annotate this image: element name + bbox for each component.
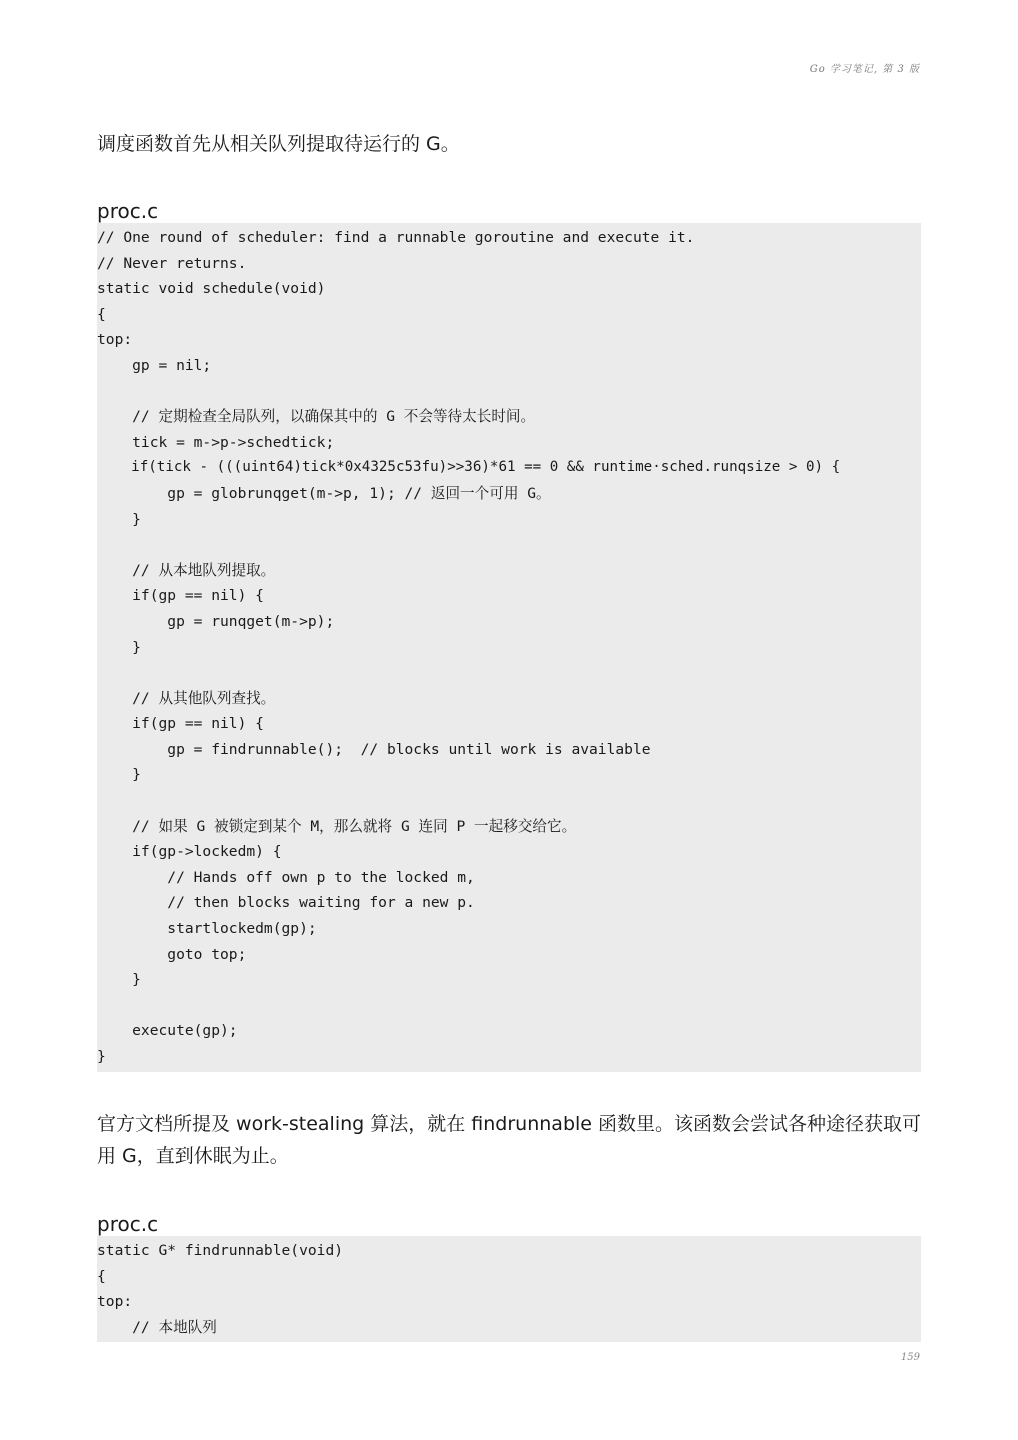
- code-line: {: [97, 305, 106, 323]
- code-line: [97, 788, 921, 814]
- code-line: static G* findrunnable(void): [97, 1242, 344, 1259]
- code-line: startlockedm(gp);: [97, 920, 317, 938]
- code-line: }: [97, 510, 141, 528]
- code-line: // 本地队列: [97, 1318, 217, 1336]
- code-line: // Never returns.: [97, 254, 247, 272]
- code-line: [97, 532, 921, 558]
- code-line: gp = nil;: [97, 356, 212, 374]
- code-line: [97, 660, 921, 686]
- listing-1-file-label: proc.c: [97, 199, 159, 223]
- code-line: gp = runqget(m->p);: [97, 612, 335, 630]
- code-line: gp = findrunnable(); // blocks until work is available: [97, 740, 651, 758]
- code-listing-schedule: [97, 223, 921, 1072]
- listing-2-file-label: proc.c: [97, 1212, 159, 1236]
- code-line: [97, 993, 921, 1019]
- code-line: tick = m->p->schedtick;: [97, 433, 335, 451]
- page-number: 159: [900, 1352, 920, 1363]
- intro-paragraph: 调度函数首先从相关队列提取待运行的 G。: [97, 133, 460, 155]
- code-line: if(gp == nil) {: [97, 715, 264, 733]
- code-line: if(tick - (((uint64)tick*0x4325c53fu)>>36)*61 == 0 && runtime·sched.runqsize > 0) {: [97, 459, 841, 476]
- running-header: Go 学习笔记, 第 3 版: [809, 64, 920, 75]
- code-line: // 定期检查全局队列，以确保其中的 G 不会等待太长时间。: [97, 408, 536, 426]
- code-line: }: [97, 971, 141, 989]
- code-line: goto top;: [97, 945, 247, 963]
- code-line: // 从本地队列提取。: [97, 561, 276, 579]
- code-line: top:: [97, 331, 133, 349]
- code-line: [97, 379, 921, 405]
- code-line: }: [97, 638, 141, 656]
- code-line: // One round of scheduler: find a runnable goroutine and execute it.: [97, 229, 695, 246]
- code-line: }: [97, 1048, 106, 1065]
- code-line: // Hands off own p to the locked m,: [97, 868, 475, 886]
- code-line: // 如果 G 被锁定到某个 M，那么就将 G 连同 P 一起移交给它。: [97, 817, 577, 835]
- code-line: if(gp == nil) {: [97, 587, 264, 605]
- code-line: {: [97, 1267, 106, 1285]
- code-line: if(gp->lockedm) {: [97, 843, 282, 861]
- code-line: // then blocks waiting for a new p.: [97, 894, 475, 912]
- code-line: static void schedule(void): [97, 280, 326, 298]
- middle-paragraph: 官方文档所提及 work-stealing 算法，就在 findrunnable 函数里。该函数会尝试各种途径获取可用 G，直到休眠为止。: [97, 1113, 922, 1167]
- code-line: top:: [97, 1293, 133, 1311]
- code-line: // 从其他队列查找。: [97, 689, 276, 707]
- code-line: }: [97, 766, 141, 784]
- code-listing-findrunnable: [97, 1236, 921, 1342]
- code-line: execute(gp);: [97, 1022, 238, 1040]
- code-line: gp = globrunqget(m->p, 1); // 返回一个可用 G。: [97, 484, 551, 502]
